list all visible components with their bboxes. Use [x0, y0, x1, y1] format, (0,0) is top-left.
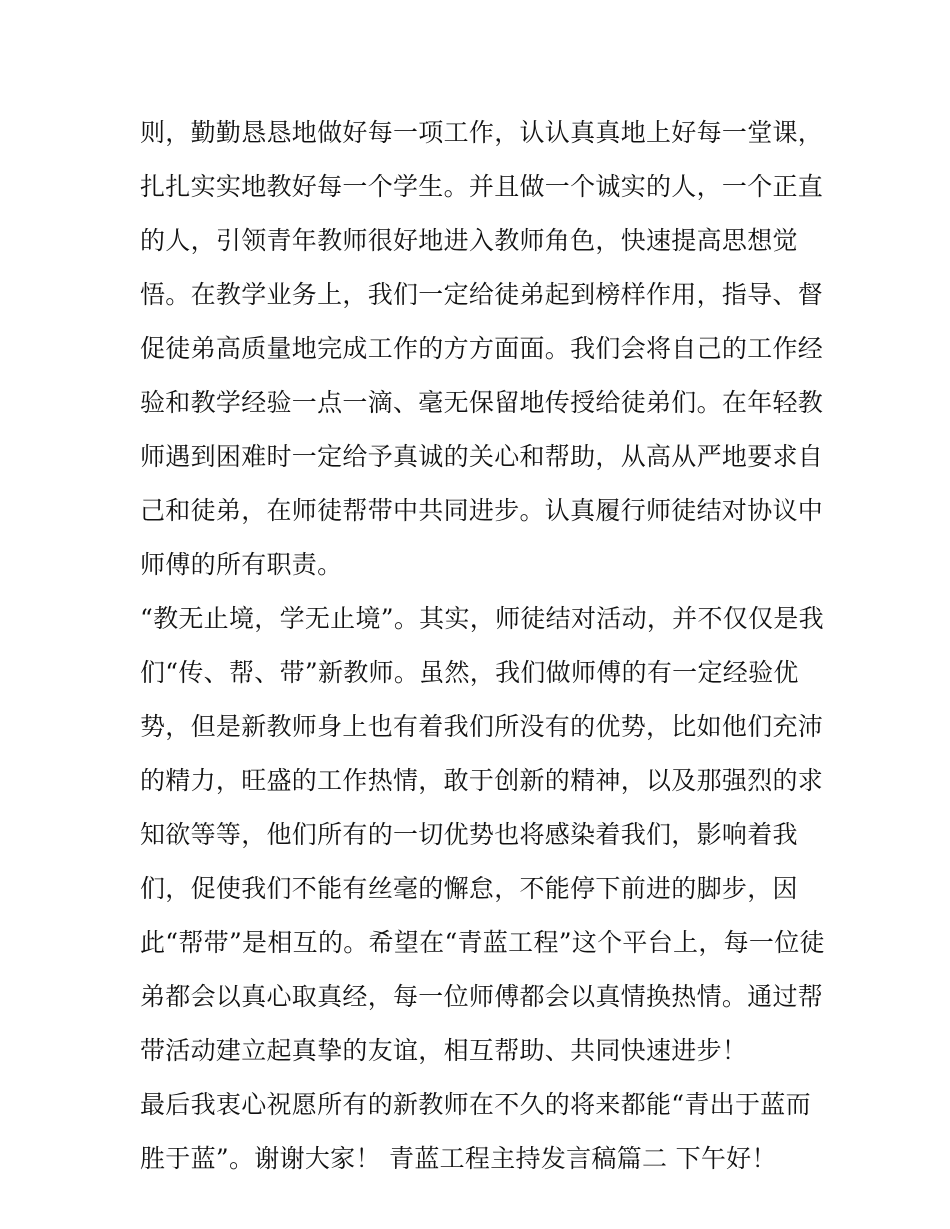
text-line-12: 势，但是新教师身上也有着我们所没有的优势，比如他们充沛: [140, 712, 824, 741]
text-line-13: 的精力，旺盛的工作热情，敢于创新的精神，以及那强烈的求: [140, 766, 824, 795]
text-line-20: 胜于蓝”。谢谢大家！ 青蓝工程主持发言稿篇二 下午好！: [140, 1144, 777, 1173]
text-line-3: 的人，引领青年教师很好地进入教师角色，快速提高思想觉: [140, 226, 798, 255]
text-line-18: 带活动建立起真挚的友谊，相互帮助、共同快速进步！: [140, 1036, 748, 1065]
body-text: [140, 106, 825, 1186]
text-line-2: 扎扎实实地教好每一个学生。并且做一个诚实的人，一个正直: [140, 172, 824, 201]
text-line-17: 弟都会以真心取真经，每一位师傅都会以真情换热情。通过帮: [140, 982, 824, 1011]
text-line-5: 促徒弟高质量地完成工作的方方面面。我们会将自己的工作经: [140, 334, 824, 363]
text-line-15: 们，促使我们不能有丝毫的懈怠，不能停下前进的脚步，因: [140, 874, 798, 903]
text-line-6: 验和教学经验一点一滴、毫无保留地传授给徒弟们。在年轻教: [140, 388, 824, 417]
text-line-1: 则，勤勤恳恳地做好每一项工作，认认真真地上好每一堂课，: [140, 118, 824, 147]
text-line-11: 们“传、帮、带”新教师。虽然，我们做师傅的有一定经验优: [140, 658, 799, 687]
text-line-10: “教无止境，学无止境”。其实，师徒结对活动，并不仅仅是我: [140, 604, 824, 633]
text-line-14: 知欲等等，他们所有的一切优势也将感染着我们，影响着我: [140, 820, 798, 849]
text-line-7: 师遇到困难时一定给予真诚的关心和帮助，从高从严地要求自: [140, 442, 824, 471]
text-line-16: 此“帮带”是相互的。希望在“青蓝工程”这个平台上，每一位徒: [140, 928, 825, 957]
text-line-19: 最后我衷心祝愿所有的新教师在不久的将来都能“青出于蓝而: [140, 1090, 811, 1119]
text-line-8: 己和徒弟，在师徒帮带中共同进步。认真履行师徒结对协议中: [140, 496, 824, 525]
text-line-9: 师傅的所有职责。: [140, 550, 343, 579]
text-line-4: 悟。在教学业务上，我们一定给徒弟起到榜样作用，指导、督: [140, 280, 824, 309]
